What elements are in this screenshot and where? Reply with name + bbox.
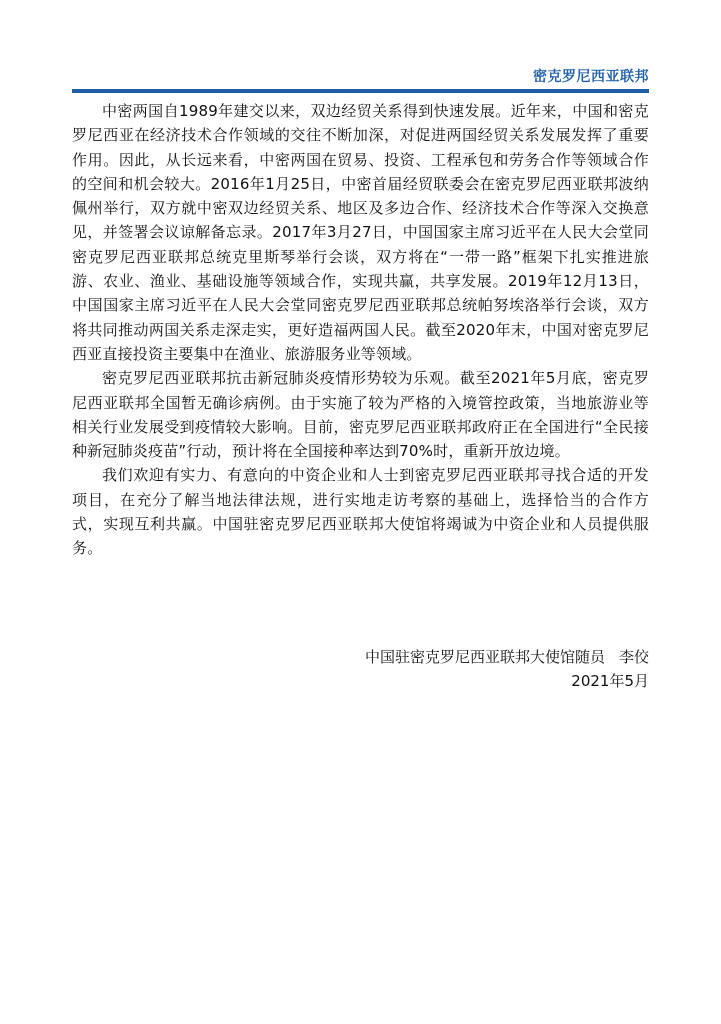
- header-divider: [72, 89, 649, 93]
- signature-block: [365, 645, 649, 693]
- signature-name: 李佼: [618, 648, 649, 666]
- main-body-text: [72, 99, 649, 561]
- header-title: 密克罗尼西亚联邦: [533, 69, 649, 85]
- paragraph-bilateral-relations: 中密两国自1989年建交以来，双边经贸关系得到快速发展。近年来，中国和密克罗尼西亚在经济技术合作领域的交往不断加深，对促进两国经贸关系发展发挥了重要作用。因此，从长远来看，中密两国在贸易、投资、工程承包和劳务合作等领域合作的空间和机会较大。2016年1月25日，中密首届经贸联委会在密克罗尼西亚联邦波纳佩州举行，双方就中密双边经贸关系、地区及多边合作、经济技术合作等深入交换意见，并签署会议谅解备忘录。2017年3月27日，中国国家主席习近平在人民大会堂同密克罗尼西亚联邦总统克里斯琴举行会谈，双方将在“一带一路”框架下扎实推进旅游、农业、渔业、基础设施等领域合作，实现共赢，共享发展。2019年12月13日，中国国家主席习近平在人民大会堂同密克罗尼西亚联邦总统帕努埃洛举行会谈，双方将共同推动两国关系走深走实，更好造福两国人民。截至2020年末，中国对密克罗尼西亚直接投资主要集中在渔业、旅游服务业等领域。: [72, 102, 649, 363]
- paragraph-welcome-investment: 我们欢迎有实力、有意向的中资企业和人士到密克罗尼西亚联邦寻找合适的开发项目，在充分了解当地法律法规，进行实地走访考察的基础上，选择恰当的合作方式，实现互利共赢。中国驻密克罗尼西亚联邦大使馆将竭诚为中资企业和人员提供服务。: [72, 466, 649, 558]
- signature-title: 中国驻密克罗尼西亚联邦大使馆随员: [364, 648, 605, 666]
- signature-line: [365, 645, 649, 669]
- paragraph-covid-situation: 密克罗尼西亚联邦抗击新冠肺炎疫情形势较为乐观。截至2021年5月底，密克罗尼西亚联邦全国暂无确诊病例。由于实施了较为严格的入境管控政策，当地旅游业等相关行业发展受到疫情较大影响。目前，密克罗尼西亚联邦政府正在全国进行“全民接种新冠肺炎疫苗”行动，预计将在全国接种率达到70%时，重新开放边境。: [72, 369, 649, 461]
- signature-date: 2021年5月: [571, 672, 649, 690]
